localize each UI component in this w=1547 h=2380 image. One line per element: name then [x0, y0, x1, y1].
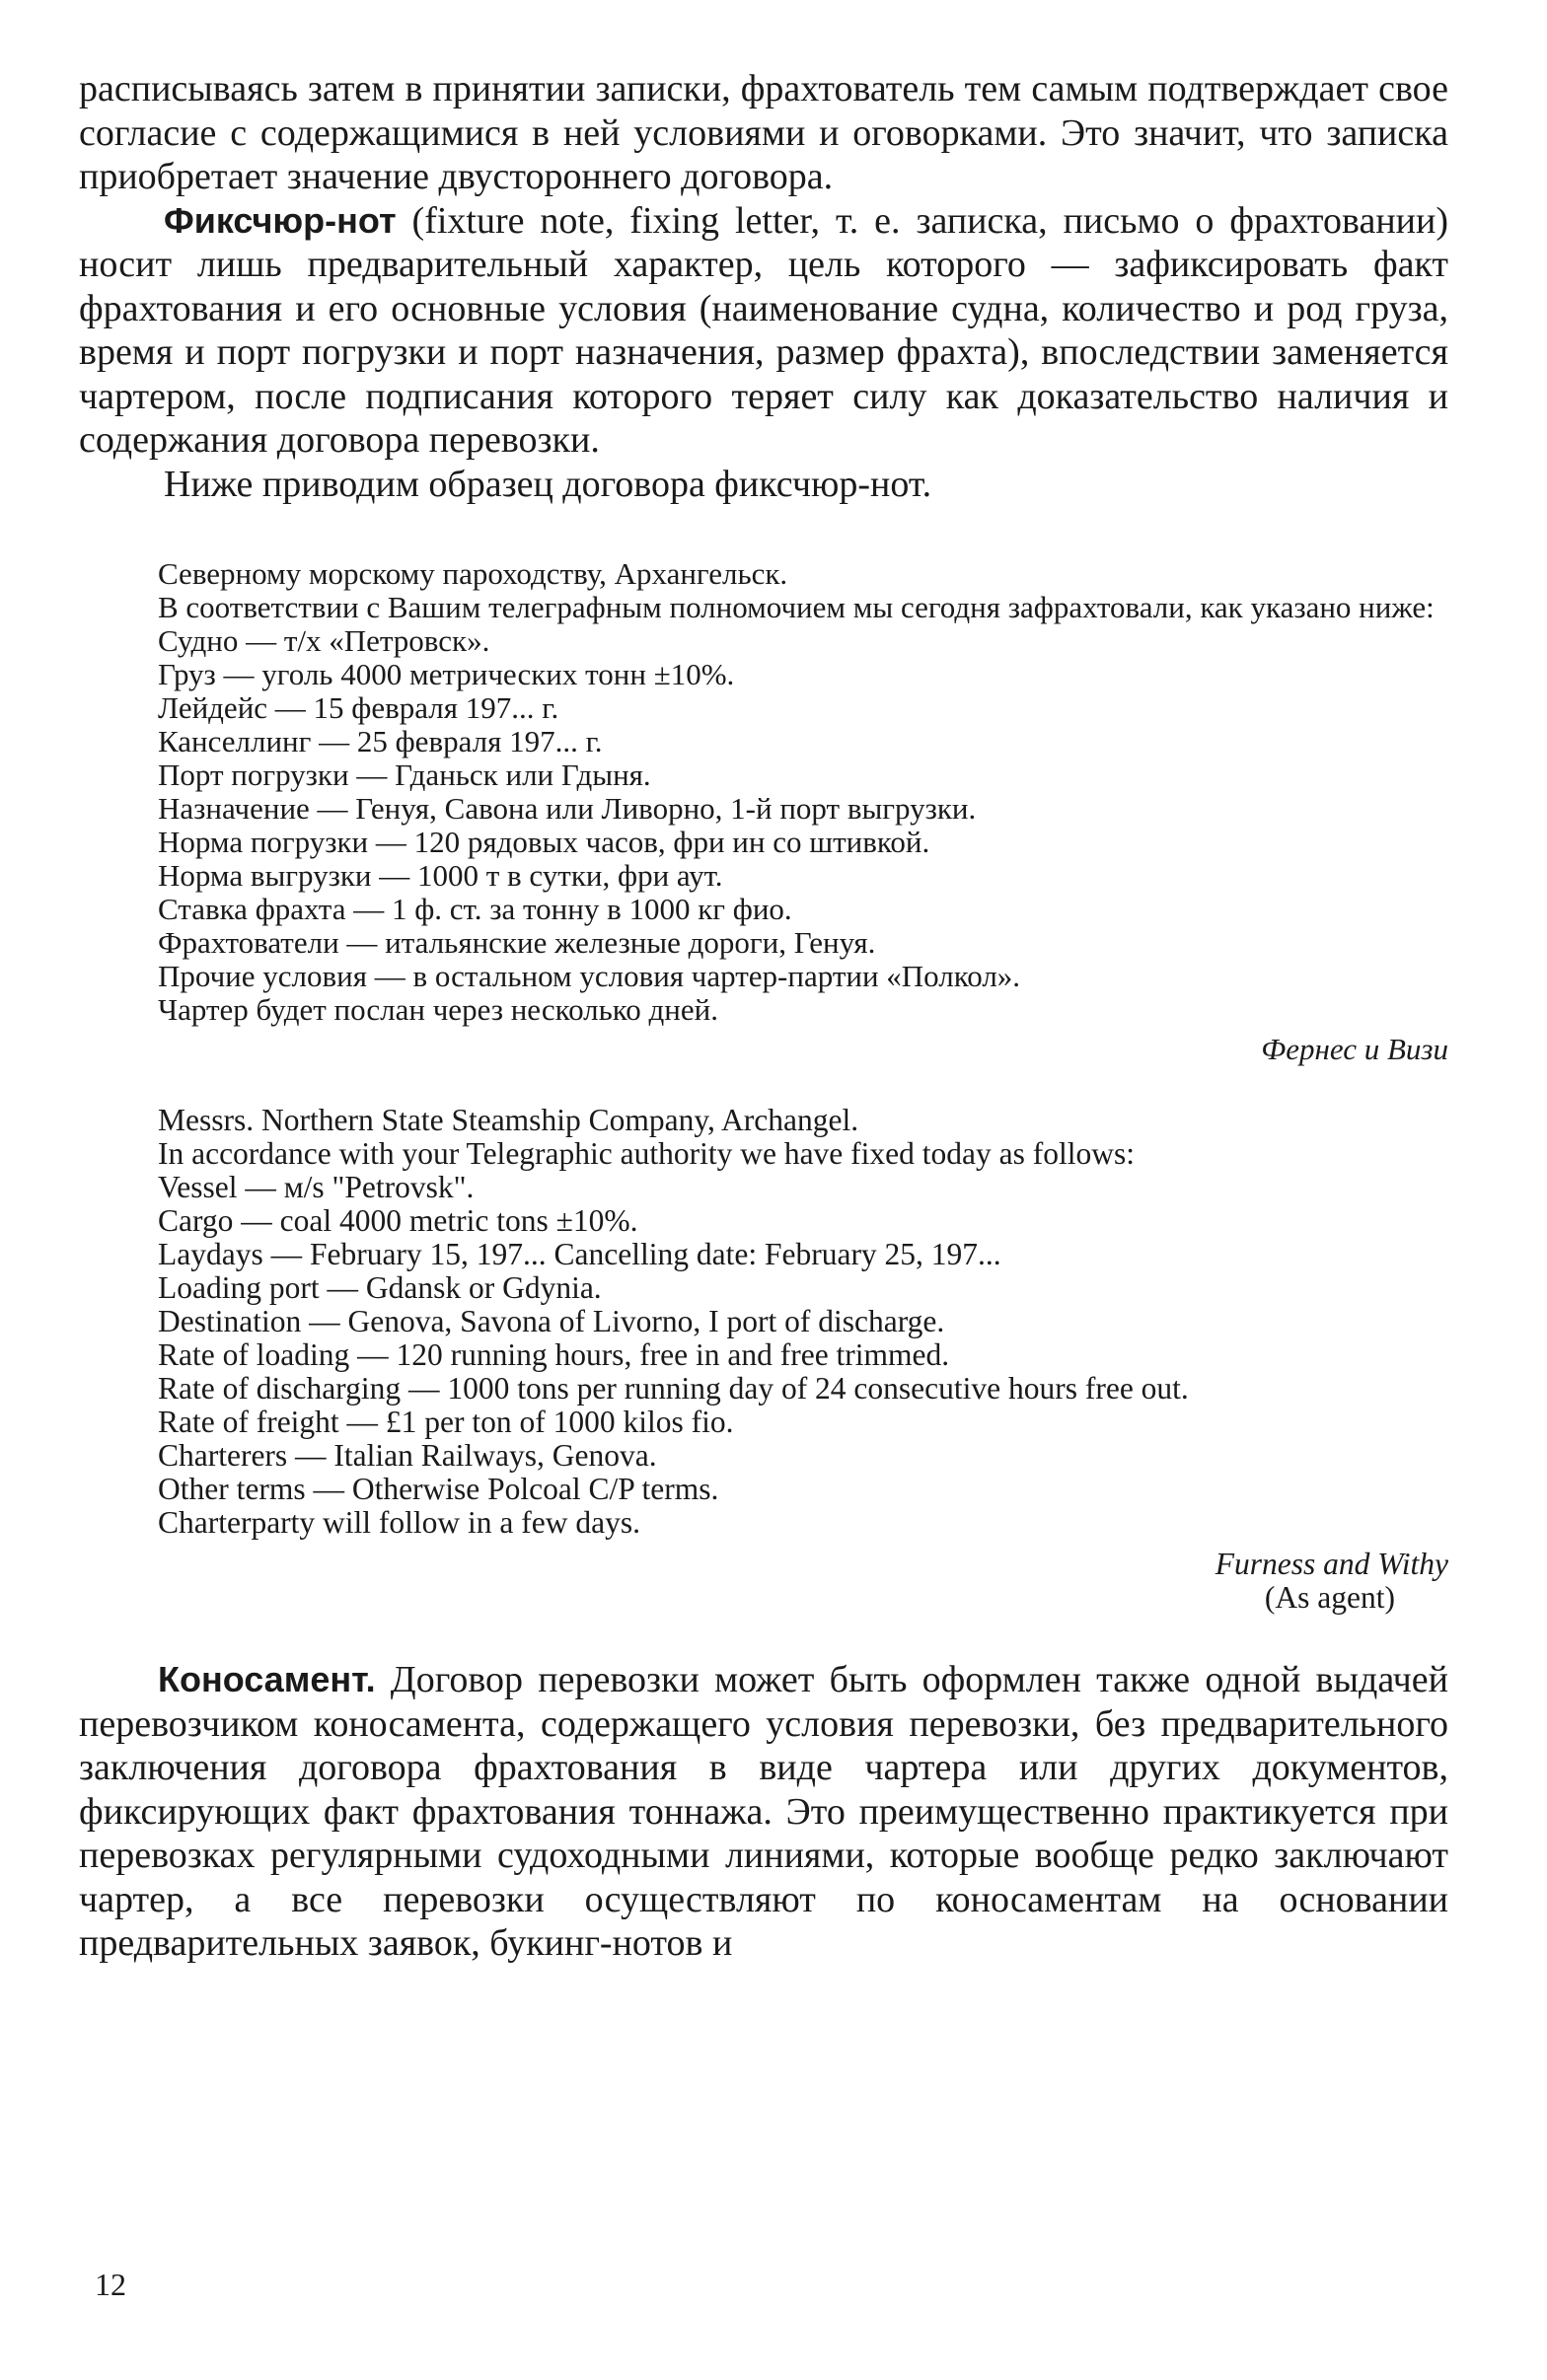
letter-en-line: Cargo — coal 4000 metric tons ±10%. [158, 1203, 638, 1238]
letter-en-line: Loading port — Gdansk or Gdynia. [158, 1270, 602, 1305]
konosament-paragraph [79, 1658, 1448, 1966]
letter-en-line: Charterparty will follow in a few days. [158, 1505, 640, 1540]
letter-ru-line: Ставка фрахта — 1 ф. ст. за тонну в 1000 кг фио. [158, 892, 792, 926]
letter-ru-line: Порт погрузки — Гданьск или Гдыня. [158, 757, 651, 792]
letter-en-line: Other terms — Otherwise Polcoal C/P terms. [158, 1472, 719, 1506]
letter-ru-line: Лейдейс — 15 февраля 197... г. [158, 690, 559, 725]
letter-ru-line: Норма выгрузки — 1000 т в сутки, фри аут. [158, 858, 723, 893]
letter-en-line: Vessel — м/s "Petrovsk". [158, 1170, 475, 1204]
konosament-section [79, 1658, 1448, 1966]
page [79, 67, 1448, 1966]
letter-en-address: Messrs. Northern State Steamship Company, Archangel. [158, 1103, 859, 1137]
letter-en-signature: Furness and Withy [1215, 1547, 1448, 1581]
letter-ru-address: Северному морскому пароходству, Архангельск. [158, 556, 788, 591]
letter-en-line: Rate of loading — 120 running hours, free in and free trimmed. [158, 1337, 950, 1372]
letter-en-line: Destination — Genova, Savona of Livorno, I port of discharge. [158, 1304, 945, 1338]
letter-ru-line: Фрахтователи — итальянские железные дороги, Генуя. [158, 925, 876, 960]
intro-section [79, 67, 1448, 506]
letter-russian [79, 557, 1448, 1066]
page-number: 12 [95, 2267, 126, 2302]
letter-ru-line: Груз — уголь 4000 метрических тонн ±10%. [158, 657, 735, 691]
fixture-text: (fixture note, fixing letter, т. е. записка, письмо о фрахтовании) носит лишь предварительный характер, цель которого — зафиксировать факт фрахтования и его основные условия (наименование судна, количество и род груза, время и порт погрузки и порт назначения, размер фрахта), впоследствии заменяется чартером, после подписания которого теряет силу как доказательство наличия и содержания договора перевозки. [79, 199, 1448, 461]
fixture-term: Фиксчюр-нот [164, 199, 397, 241]
letter-en-line: Rate of freight — £1 per ton of 1000 kilos fio. [158, 1405, 734, 1439]
konosament-term: Коносамент. [158, 1659, 376, 1699]
letter-en-opening: In accordance with your Telegraphic authority we have fixed today as follows: [158, 1136, 1135, 1171]
letter-en-line: Laydays — February 15, 197... Cancelling date: February 25, 197... [158, 1237, 1001, 1271]
letter-ru-line: Судно — т/х «Петровск». [158, 623, 490, 658]
letter-en-line: Charterers — Italian Railways, Genova. [158, 1438, 657, 1473]
letter-english [79, 1104, 1448, 1615]
letter-en-discharging: Rate of discharging — 1000 tons per running day of 24 consecutive hours free out. [158, 1371, 1189, 1406]
letter-ru-line: Чартер будет послан через несколько дней. [158, 992, 718, 1027]
intro-paragraph: расписываясь затем в принятии записки, фрахтователь тем самым подтверждает свое согласие с содержащимися в ней условиями и оговорками. Это значит, что записка приобретает значение двустороннего договора. [79, 68, 1448, 197]
letter-ru-line: Назначение — Генуя, Савона или Ливорно, 1-й порт выгрузки. [158, 791, 977, 826]
letter-ru-line: Прочие условия — в остальном условия чартер-партии «Полкол». [158, 959, 1021, 993]
letter-en-signature-sub: (As agent) [1264, 1580, 1395, 1615]
fixture-paragraph [79, 199, 1448, 463]
letter-ru-signature: Фернес и Визи [1261, 1032, 1448, 1066]
sample-intro: Ниже приводим образец договора фиксчюр-нот. [164, 463, 932, 505]
letter-ru-opening: В соответствии с Вашим телеграфным полномочием мы сегодня зафрахтовали, как указано ниже: [158, 590, 1435, 624]
konosament-text: Договор перевозки может быть оформлен также одной выдачей перевозчиком коносамента, содержащего условия перевозки, без предварительного заключения договора фрахтования в виде чартера или других документов, фиксирующих факт фрахтования тоннажа. Это преимущественно практикуется при перевозках регулярными судоходными линиями, которые вообще редко заключают чартер, а все перевозки осуществляют по коносаментам на основании предварительных заявок, букинг-нотов и [79, 1659, 1448, 1964]
letter-ru-line: Норма погрузки — 120 рядовых часов, фри ин со штивкой. [158, 825, 930, 859]
letter-ru-line: Канселлинг — 25 февраля 197... г. [158, 724, 603, 758]
